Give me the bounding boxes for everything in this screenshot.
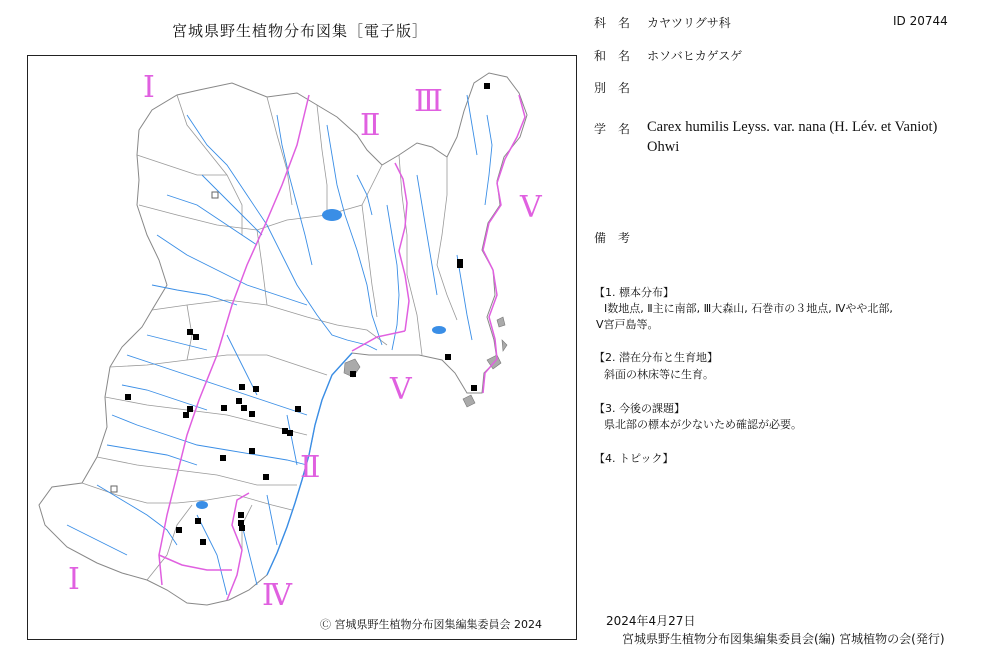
specimen-marker <box>249 411 255 417</box>
region-label: Ⅰ <box>143 70 155 105</box>
specimen-marker <box>457 259 463 265</box>
specimen-marker <box>187 406 193 412</box>
specimen-marker <box>484 83 490 89</box>
region-label: Ⅴ <box>390 372 412 407</box>
copyright-notice: Ⓒ 宮城県野生植物分布図集編集委員会 2024 <box>320 618 542 631</box>
specimen-marker <box>295 406 301 412</box>
specimen-marker <box>183 412 189 418</box>
family-value: カヤツリグサ科 <box>647 16 731 30</box>
scientific-name-line2: Ohwi <box>647 139 680 155</box>
region-label: Ⅳ <box>262 578 292 613</box>
specimen-marker <box>239 525 245 531</box>
specimen-marker <box>287 430 293 436</box>
species-id: ID 20744 <box>893 14 948 28</box>
specimen-marker <box>239 384 245 390</box>
specimen-marker <box>238 512 244 518</box>
specimen-marker <box>263 474 269 480</box>
map-title: 宮城県野生植物分布図集［電子版］ <box>171 22 428 40</box>
specimen-marker <box>241 405 247 411</box>
specimen-marker <box>212 192 218 198</box>
specimen-marker <box>471 385 477 391</box>
scientific-name-label: 学 名 <box>594 122 631 136</box>
specimen-marker <box>111 486 117 492</box>
specimen-marker <box>187 329 193 335</box>
specimen-marker <box>176 527 182 533</box>
lake <box>322 209 342 221</box>
specimen-marker <box>249 448 255 454</box>
scientific-name-line1: Carex humilis Leyss. var. nana (H. Lév. et Vaniot) <box>647 119 938 135</box>
notes-section-4-title: 【4. トピック】 <box>594 452 674 465</box>
region-label: Ⅰ <box>68 562 80 597</box>
notes-section-1-title: 【1. 標本分布】 <box>594 286 674 299</box>
region-label: Ⅴ <box>520 190 542 225</box>
specimen-marker <box>445 354 451 360</box>
region-label: Ⅲ <box>414 84 443 119</box>
lake <box>432 326 446 334</box>
notes-section-1-line: Ⅴ宮戸島等。 <box>596 318 659 331</box>
specimen-marker <box>221 405 227 411</box>
specimen-marker <box>220 455 226 461</box>
region-label: Ⅱ <box>360 108 381 143</box>
publication-date: 2024年4月27日 <box>606 614 696 628</box>
japanese-name-value: ホソバヒカゲスゲ <box>647 49 743 63</box>
remarks-label: 備 考 <box>594 231 631 245</box>
region-label: Ⅱ <box>300 450 321 485</box>
notes-section-2-line: 斜面の林床等に生育。 <box>604 368 714 381</box>
lake <box>196 501 208 509</box>
family-label: 科 名 <box>594 16 631 30</box>
notes-section-3-title: 【3. 今後の課題】 <box>594 402 685 415</box>
prefecture-outline <box>39 73 527 605</box>
specimen-marker <box>253 386 259 392</box>
distribution-map <box>27 55 577 640</box>
specimen-marker <box>236 398 242 404</box>
notes-section-1-line: Ⅰ数地点, Ⅱ主に南部, Ⅲ大森山, 石巻市の３地点, Ⅳやや北部, <box>604 302 893 315</box>
publisher: 宮城県野生植物分布図集編集委員会(編) 宮城植物の会(発行) <box>622 632 945 646</box>
specimen-marker <box>125 394 131 400</box>
specimen-marker <box>195 518 201 524</box>
notes-section-3-line: 県北部の標本が少ないため確認が必要。 <box>604 418 802 431</box>
synonym-label: 別 名 <box>594 81 631 95</box>
scientific-name-value <box>647 117 967 157</box>
japanese-name-label: 和 名 <box>594 49 631 63</box>
specimen-marker <box>350 371 356 377</box>
specimen-marker <box>193 334 199 340</box>
notes-section-2-title: 【2. 潜在分布と生育地】 <box>594 351 718 364</box>
specimen-marker <box>200 539 206 545</box>
